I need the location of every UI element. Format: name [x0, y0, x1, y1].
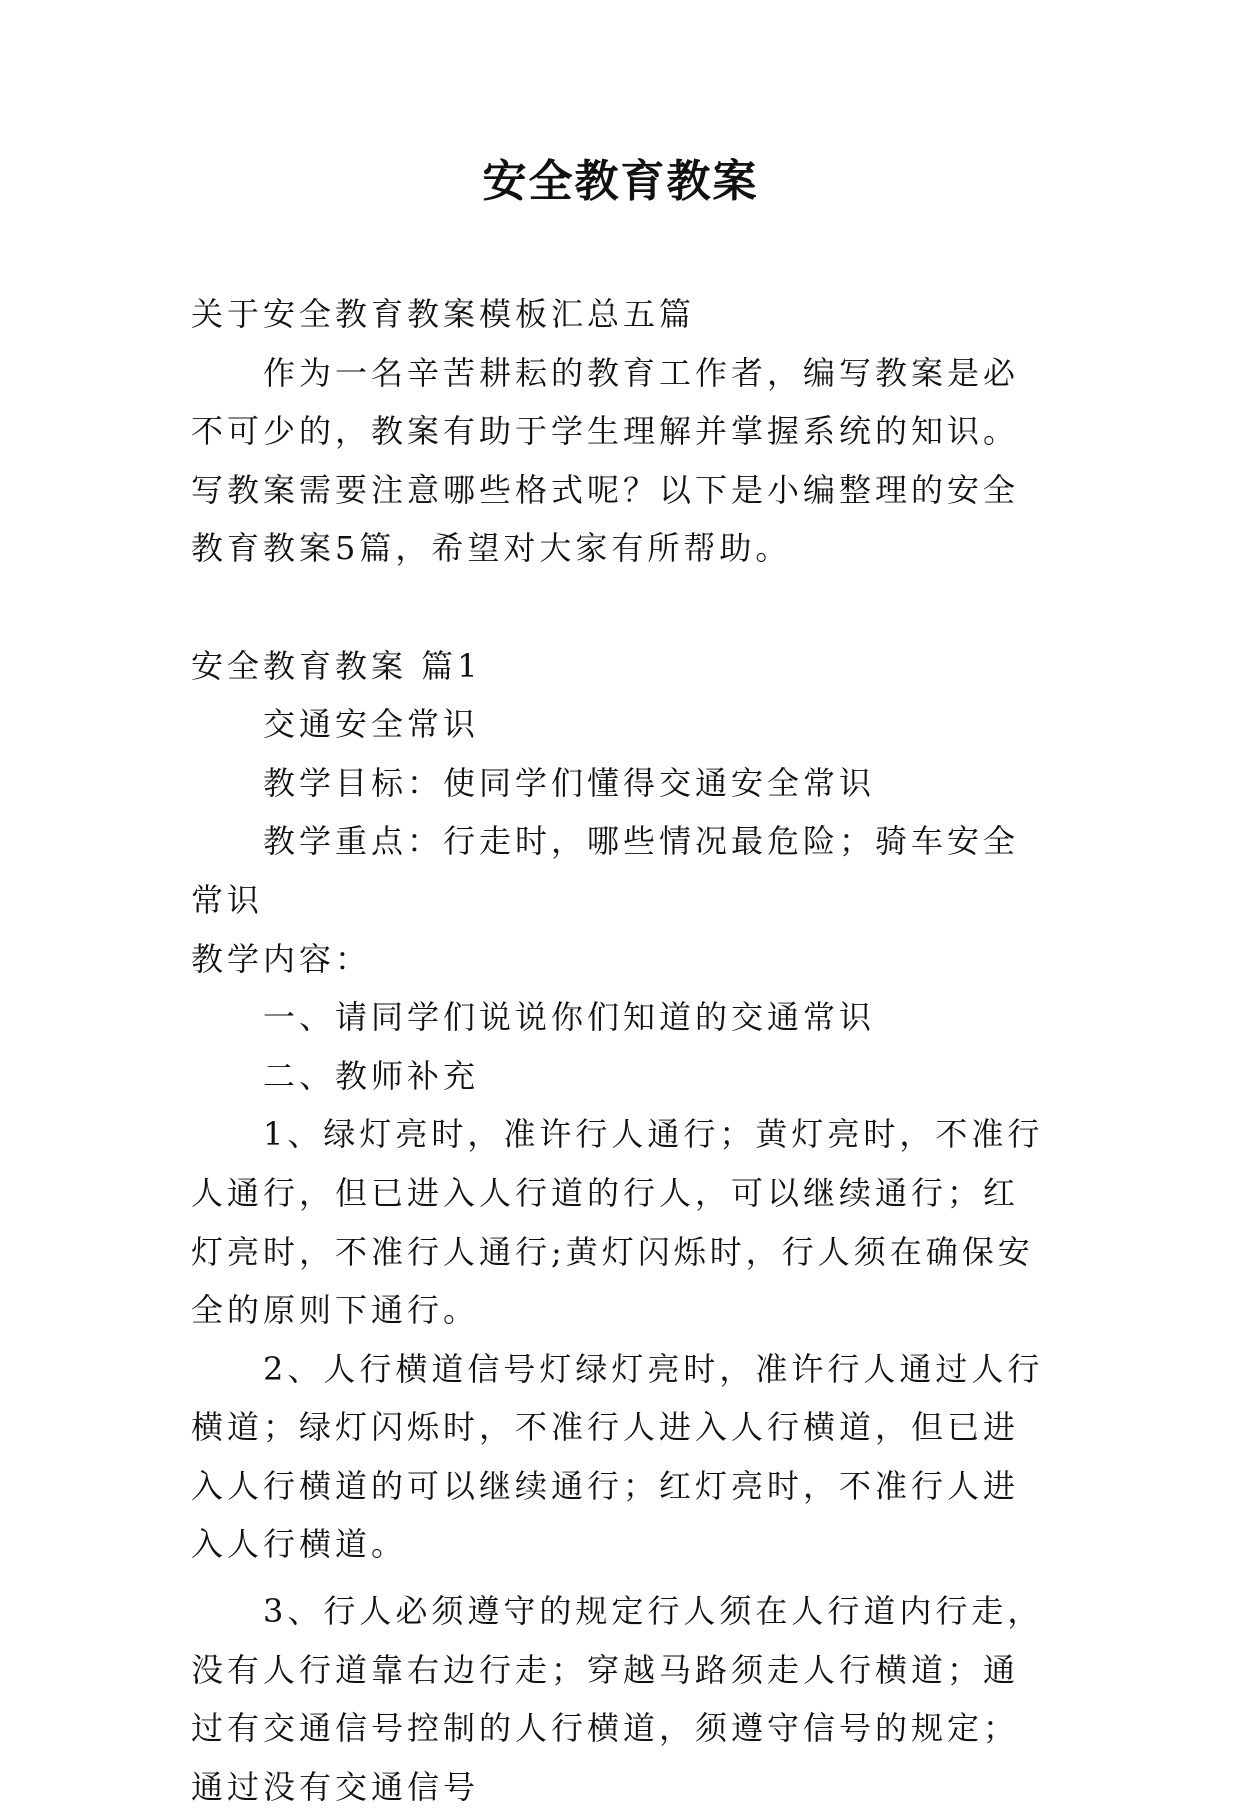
rule-point-2: 2、人行横道信号灯绿灯亮时，准许行人通过人行横道；绿灯闪烁时，不准行人进入人行横道，但已进入人行横道的可以继续通行；红灯亮时，不准行人进入人行横道。 — [191, 1349, 1044, 1564]
content-item-one: 一、请同学们说说你们知道的交通常识 — [263, 998, 876, 1037]
document-body — [191, 285, 1051, 1816]
subtitle: 关于安全教育教案模板汇总五篇 — [191, 295, 696, 333]
content-item-two: 二、教师补充 — [263, 1056, 480, 1095]
paragraph-gap — [191, 1574, 1051, 1582]
lesson-topic: 交通安全常识 — [263, 705, 480, 744]
section-gap — [191, 578, 1051, 637]
rule-point-3: 3、行人必须遵守的规定行人须在人行道内行走，没有人行道靠右边行走；穿越马路须走人行横道；通过有交通信号控制的人行横道，须遵守信号的规定；通过没有交通信号 — [191, 1592, 1044, 1806]
rule-point-1: 1、绿灯亮时，准许行人通行；黄灯亮时，不准行人通行，但已进入人行道的行人，可以继续通行；红灯亮时，不准行人通行;黄灯闪烁时，行人须在确保安全的原则下通行。 — [191, 1115, 1044, 1330]
intro-paragraph: 作为一名辛苦耕耘的教育工作者，编写教案是必不可少的，教案有助于学生理解并掌握系统的知识。写教案需要注意哪些格式呢？以下是小编整理的安全教育教案5篇，希望对大家有所帮助。 — [191, 353, 1020, 568]
section-heading: 安全教育教案 篇1 — [191, 646, 482, 685]
teaching-content-label: 教学内容： — [191, 939, 372, 978]
teaching-goal: 教学目标：使同学们懂得交通安全常识 — [263, 763, 876, 802]
document-title: 安全教育教案 — [482, 156, 759, 207]
teaching-focus: 教学重点：行走时，哪些情况最危险；骑车安全常识 — [191, 822, 1020, 919]
